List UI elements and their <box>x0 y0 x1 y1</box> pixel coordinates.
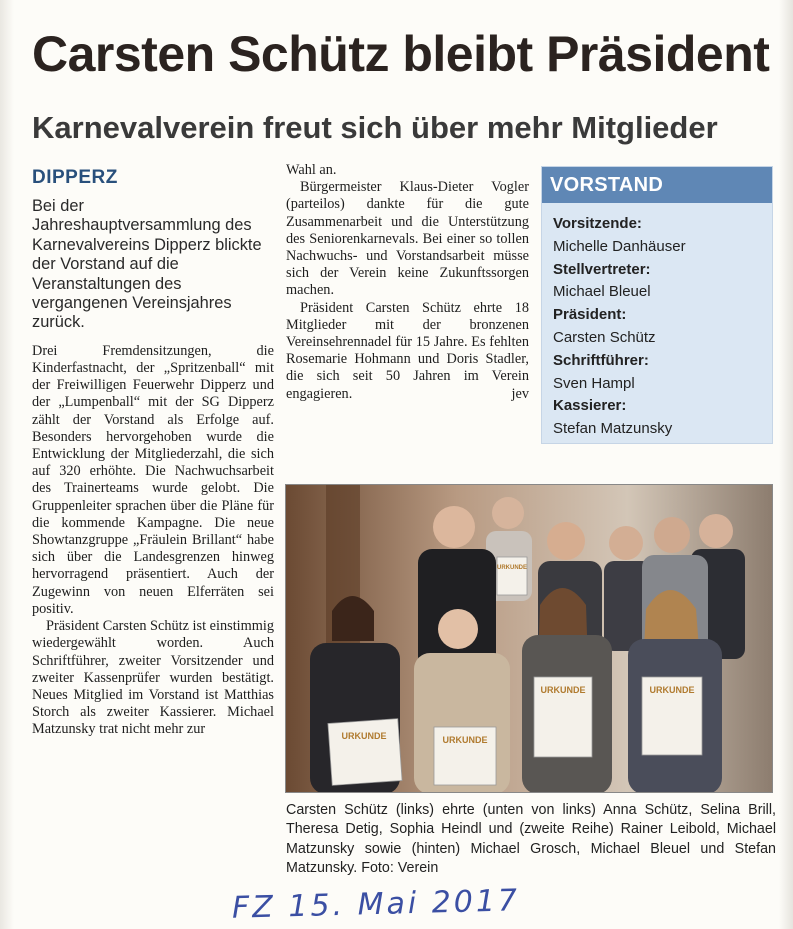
group-photo-image <box>286 485 773 793</box>
body-paragraph: Präsident Carsten Schütz ist einstimmig wiedergewählt worden. Auch Schriftführer, zweiter Vorsitzender und zweiter Kassenprüfer wurden bestätigt. Neues Mitglied im Vorstand ist Matthias Storch als zweiter Kassierer. Michael Matzunsky trat nicht mehr zur <box>32 618 274 738</box>
infobox-name: Michelle Danhäuser <box>553 237 686 255</box>
body-paragraph: Bürgermeister Klaus-Dieter Vogler (parteilos) dankte für die gute Zusammenarbeit und die Unterstützung des Seniorenkarnevals. Bei einer so tollen Nachwuchs- und Vorstandsarbeit müsse sich der Verein keine Zukunftssorgen machen. <box>286 179 529 299</box>
certificate-label: URKUNDE <box>540 685 586 695</box>
body-paragraph: Wahl an. <box>286 162 337 178</box>
handwritten-note: FZ 15. Mai 2017 <box>231 883 521 926</box>
page-edge-left <box>0 0 14 929</box>
body-paragraph <box>286 300 529 403</box>
infobox-role: Präsident: <box>553 306 627 324</box>
infobox-name: Sven Hampl <box>553 374 635 392</box>
infobox-role: Stellvertreter: <box>553 260 651 278</box>
infobox-role: Vorsitzende: <box>553 215 642 232</box>
page-edge-right <box>779 0 793 929</box>
dateline: DIPPERZ <box>32 167 118 188</box>
group-photo <box>285 484 773 793</box>
infobox-name: Carsten Schütz <box>553 328 656 346</box>
headline: Carsten Schütz bleibt Präsident <box>32 26 770 82</box>
article-column-2 <box>286 162 529 403</box>
board-infobox <box>541 166 773 444</box>
infobox-name: Michael Bleuel <box>553 283 651 301</box>
certificate-label: URKUNDE <box>497 565 527 571</box>
certificate-label: URKUNDE <box>442 735 488 745</box>
article-column-1 <box>32 165 274 739</box>
certificate-label: URKUNDE <box>341 731 387 741</box>
infobox-list <box>542 203 772 441</box>
lead-paragraph: Bei der Jahreshauptversammlung des Karnevalvereins Dipperz blickte der Vorstand auf die Veranstaltungen des vergangenen Vereinsjahres zurück. <box>32 197 262 332</box>
infobox-role: Kassierer: <box>553 397 627 415</box>
photo-caption: Carsten Schütz (links) ehrte (unten von links) Anna Schütz, Selina Brill, Theresa Detig, Sophia Heindl und (zweite Reihe) Rainer Leibold, Michael Matzunsky sowie (hinten) Michael Grosch, Michael Bleuel und Stefan Matzunsky. Foto: Verein <box>286 802 776 877</box>
infobox-role: Schriftführer: <box>553 351 649 369</box>
body-paragraph-text: Präsident Carsten Schütz ehrte 18 Mitglieder mit der bronzenen Vereinsehrennadel für 15 Jahre. Es fehlten Rosemarie Hohmann und Doris Stadler, die sich seit 50 Jahren im Verein engagieren. <box>286 299 529 402</box>
infobox-name: Stefan Matzunsky <box>553 420 673 438</box>
infobox-title: VORSTAND <box>542 167 772 203</box>
certificate-label: URKUNDE <box>649 685 695 695</box>
body-paragraph: Drei Fremdensitzungen, die Kinderfastnacht, der „Spritzenball“ mit der Freiwilligen Feuerwehr Dipperz und der „Lumpenball“ mit der SG Dipperz zählt der Vorstand als Erfolge auf. Besonders hervorgehoben wurde die Entwicklung der Mitgliederzahl, die sich auf 320 erhöhte. Die Nachwuchsarbeit des Trainerteams wurde gelobt. Die Gruppenleiter sprachen über die Pläne für die kommende Kampagne. Die neue Showtanzgruppe „Fräulein Brillant“ habe sich über die Landesgrenzen hinweg hervorragend präsentiert. Auch der Zugewinn von neuen Elferräten sei positiv. <box>32 342 274 617</box>
author-signature: jev <box>511 385 529 402</box>
subheadline: Karnevalverein freut sich über mehr Mitglieder <box>32 110 718 145</box>
